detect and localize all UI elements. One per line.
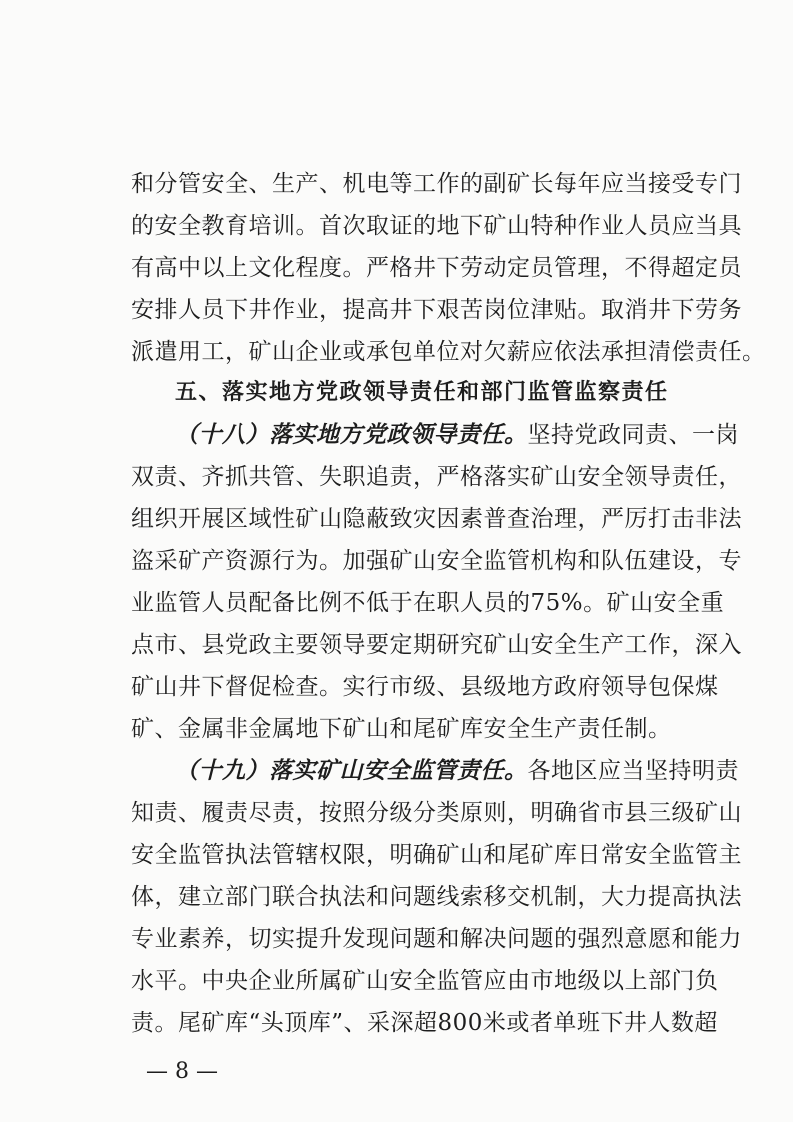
body-text-line: 业监管人员配备比例不低于在职人员的75%。矿山安全重 [131,590,725,616]
paragraph-19-label: （十九）落实矿山安全监管责任。 [175,758,528,784]
paragraph-18-text: 坚持党政同责、一岗 [527,422,739,448]
body-text-line: 盗采矿产资源行为。加强矿山安全监管机构和队伍建设，专 [131,548,742,574]
body-text-line: 水平。中央企业所属矿山安全监管应由市地级以上部门负 [131,968,719,994]
body-text-line: 双责、齐抓共管、失职追责，严格落实矿山安全领导责任， [131,464,742,490]
body-text-line: 有高中以上文化程度。严格井下劳动定员管理，不得超定员 [131,255,742,281]
paragraph-18-label: （十八）落实地方党政领导责任。 [175,422,528,448]
body-text-line: 专业素养，切实提升发现问题和解决问题的强烈意愿和能力 [131,926,742,952]
paragraph-19-text: 各地区应当坚持明责 [527,758,739,784]
body-text-line: 体，建立部门联合执法和问题线索移交机制，大力提高执法 [131,884,742,910]
body-text-line: 责。尾矿库“头顶库”、采深超800米或者单班下井人数超 [131,1010,718,1036]
page-number: — 8 — [146,1059,218,1084]
body-text-line: 和分管安全、生产、机电等工作的副矿长每年应当接受专门 [131,171,742,197]
body-text-line: 点市、县党政主要领导要定期研究矿山安全生产工作，深入 [131,632,742,658]
body-text-line: 安排人员下井作业，提高井下艰苦岗位津贴。取消井下劳务 [131,297,742,323]
section-heading: 五、落实地方党政领导责任和部门监管监察责任 [175,380,669,405]
body-text-line: 组织开展区域性矿山隐蔽致灾因素普查治理，严厉打击非法 [131,506,742,532]
paragraph-19-first-line [175,751,739,791]
body-text-line: 安全监管执法管辖权限，明确矿山和尾矿库日常安全监管主 [131,842,742,868]
body-text-line: 知责、履责尽责，按照分级分类原则，明确省市县三级矿山 [131,800,742,826]
paragraph-18-first-line [175,415,739,455]
body-text-line: 矿、金属非金属地下矿山和尾矿库安全生产责任制。 [131,716,672,742]
body-text-line: 派遣用工，矿山企业或承包单位对欠薪应依法承担清偿责任。 [131,339,766,365]
body-text-line: 的安全教育培训。首次取证的地下矿山特种作业人员应当具 [131,213,742,239]
body-text-line: 矿山井下督促检查。实行市级、县级地方政府领导包保煤 [131,674,719,700]
